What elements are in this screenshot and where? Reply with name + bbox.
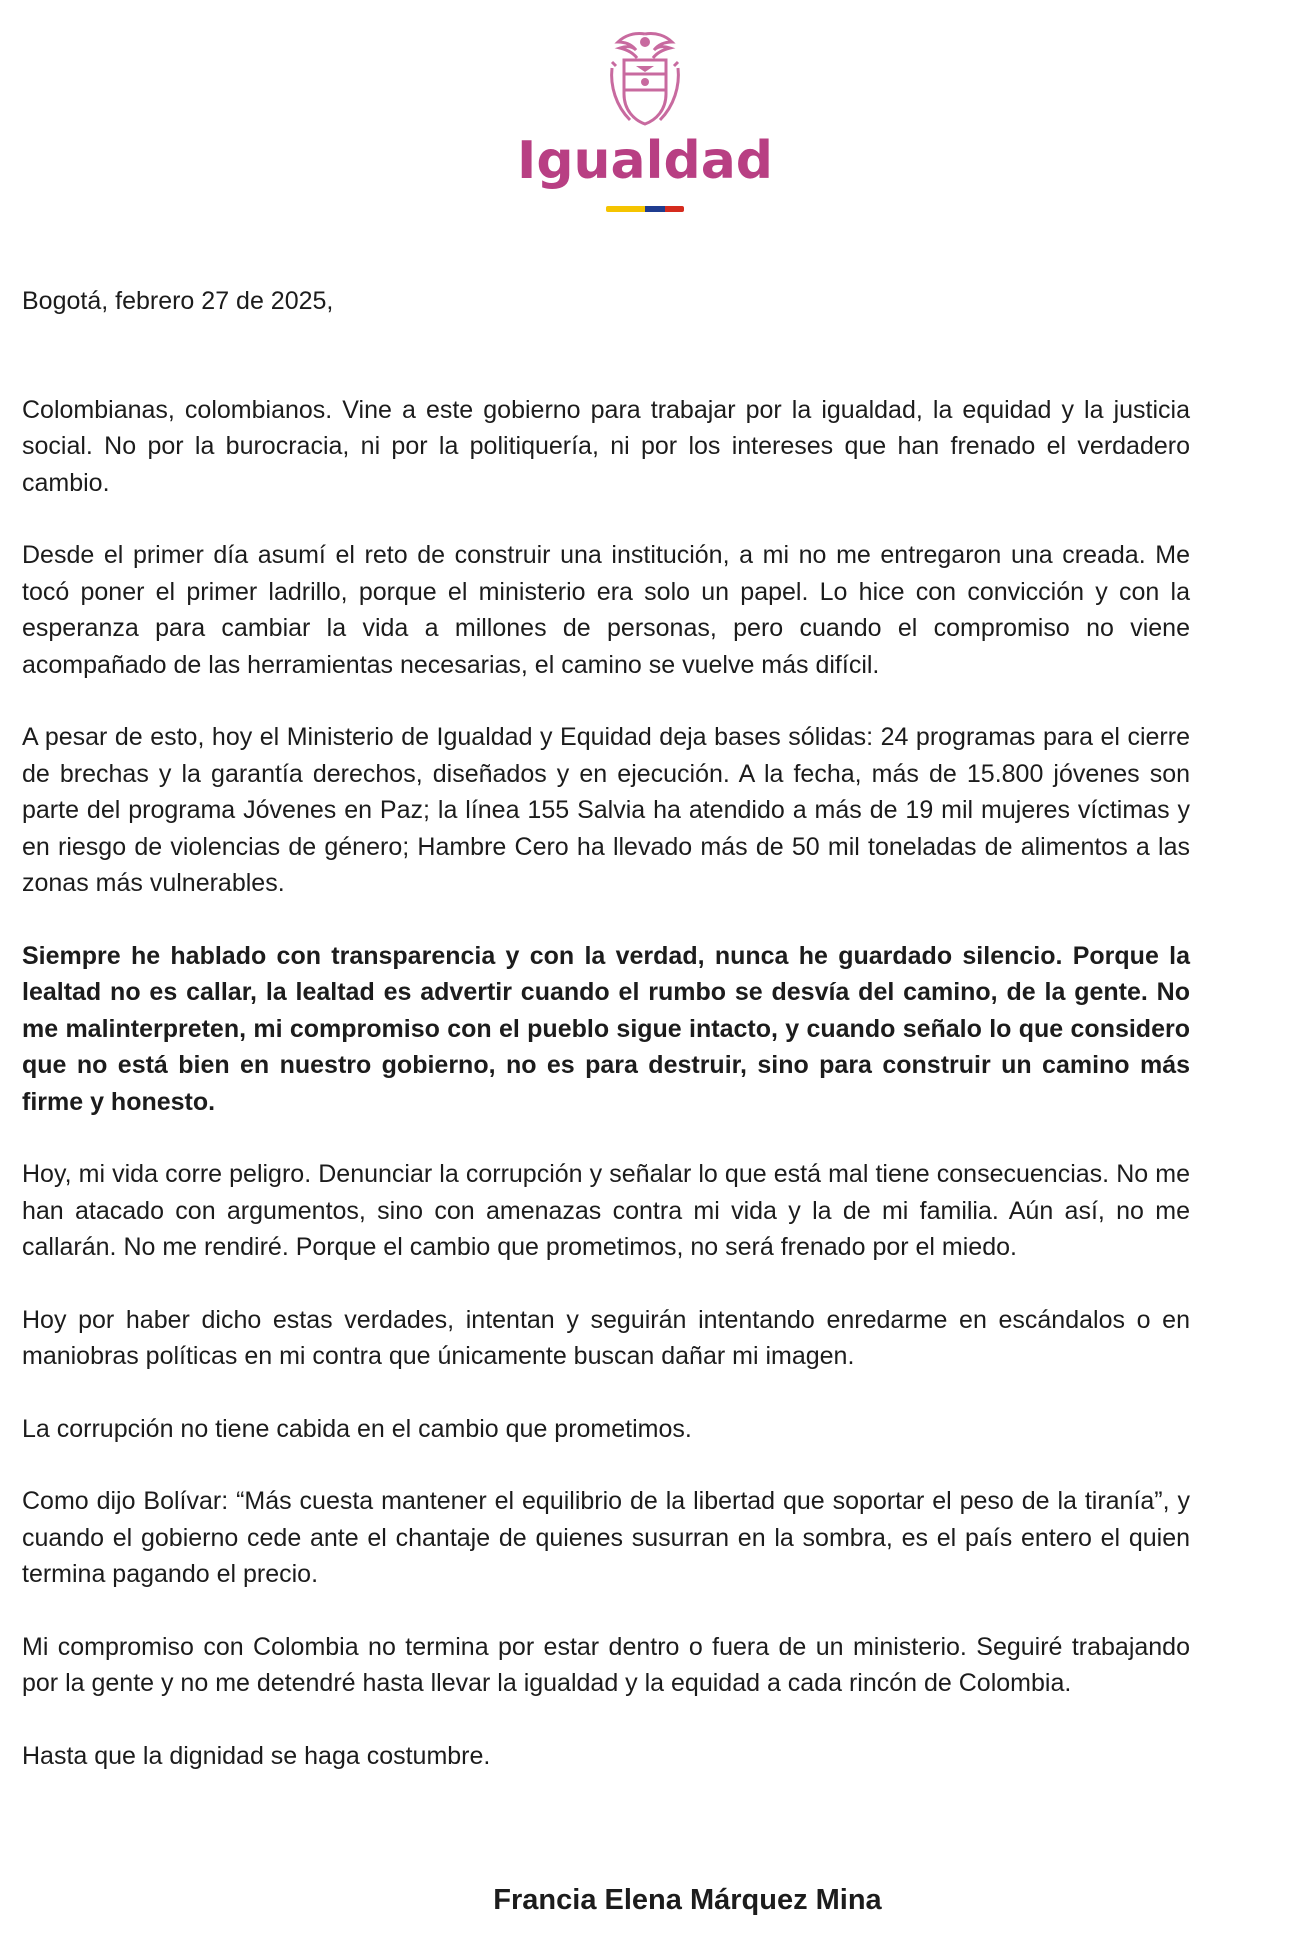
flag-color-bar [606, 206, 684, 212]
flag-blue-stripe [645, 206, 665, 212]
closing-line: Hasta que la dignidad se haga costumbre. [22, 1741, 491, 1770]
paragraph: La corrupción no tiene cabida en el cambio que prometimos. [22, 1414, 692, 1443]
letterhead [0, 28, 1290, 212]
letter-body [22, 283, 1190, 1774]
signature-name: Francia Elena Márquez Mina [493, 1884, 882, 1916]
paragraph-bold: Siempre he hablado con transparencia y con la verdad, nunca he guardado silencio. Porque la lealtad no es callar, la lealtad es advertir cuando el rumbo se desvía del camino, de la gente. No me malinterpreten, mi compromiso con el pueblo sigue intacto, y cuando señalo lo que considero que no está bien en nuestro gobierno, no es para destruir, sino para construir un camino más firme y honesto. [22, 941, 1190, 1116]
colombia-coat-of-arms-icon [602, 28, 688, 132]
flag-yellow-stripe [606, 206, 645, 212]
paragraph: Hoy por haber dicho estas verdades, intentan y seguirán intentando enredarme en escándalos o en maniobras políticas en mi contra que únicamente buscan dañar mi imagen. [22, 1305, 1190, 1370]
paragraph: Colombianas, colombianos. Vine a este gobierno para trabajar por la igualdad, la equidad y la justicia social. No por la burocracia, ni por la politiquería, ni por los intereses que han frenado el verdadero cambio. [22, 395, 1190, 497]
letter-date: Bogotá, febrero 27 de 2025, [22, 287, 334, 315]
paragraph: Mi compromiso con Colombia no termina por estar dentro o fuera de un ministerio. Seguiré trabajando por la gente y no me detendré hasta llevar la igualdad y la equidad a cada rincón de Colombia. [22, 1632, 1190, 1697]
brand-name: Igualdad [516, 131, 774, 191]
flag-red-stripe [665, 206, 685, 212]
paragraph: A pesar de esto, hoy el Ministerio de Igualdad y Equidad deja bases sólidas: 24 programas para el cierre de brechas y la garantía derechos, diseñados y en ejecución. A la fecha, más de 15.800 jóvenes son parte del programa Jóvenes en Paz; la línea 155 Salvia ha atendido a más de 19 mil mujeres víctimas y en riesgo de violencias de género; Hambre Cero ha llevado más de 50 mil toneladas de alimentos a las zonas más vulnerables. [22, 723, 1190, 897]
paragraph: Como dijo Bolívar: “Más cuesta mantener el equilibrio de la libertad que soportar el peso de la tiranía”, y cuando el gobierno cede ante el chantaje de quienes susurran en la sombra, es el país entero el quien termina pagando el precio. [22, 1487, 1190, 1588]
paragraph: Desde el primer día asumí el reto de construir una institución, a mi no me entregaron una creada. Me tocó poner el primer ladrillo, porque el ministerio era solo un papel. Lo hice con convicción y con la esperanza para cambiar la vida a millones de personas, pero cuando el compromiso no viene acompañado de las herramientas necesarias, el camino se vuelve más difícil. [22, 541, 1190, 679]
paragraph: Hoy, mi vida corre peligro. Denunciar la corrupción y señalar lo que está mal tiene consecuencias. No me han atacado con argumentos, sino con amenazas contra mi vida y la de mi familia. Aún así, no me callarán. No me rendiré. Porque el cambio que prometimos, no será frenado por el miedo. [22, 1160, 1190, 1261]
